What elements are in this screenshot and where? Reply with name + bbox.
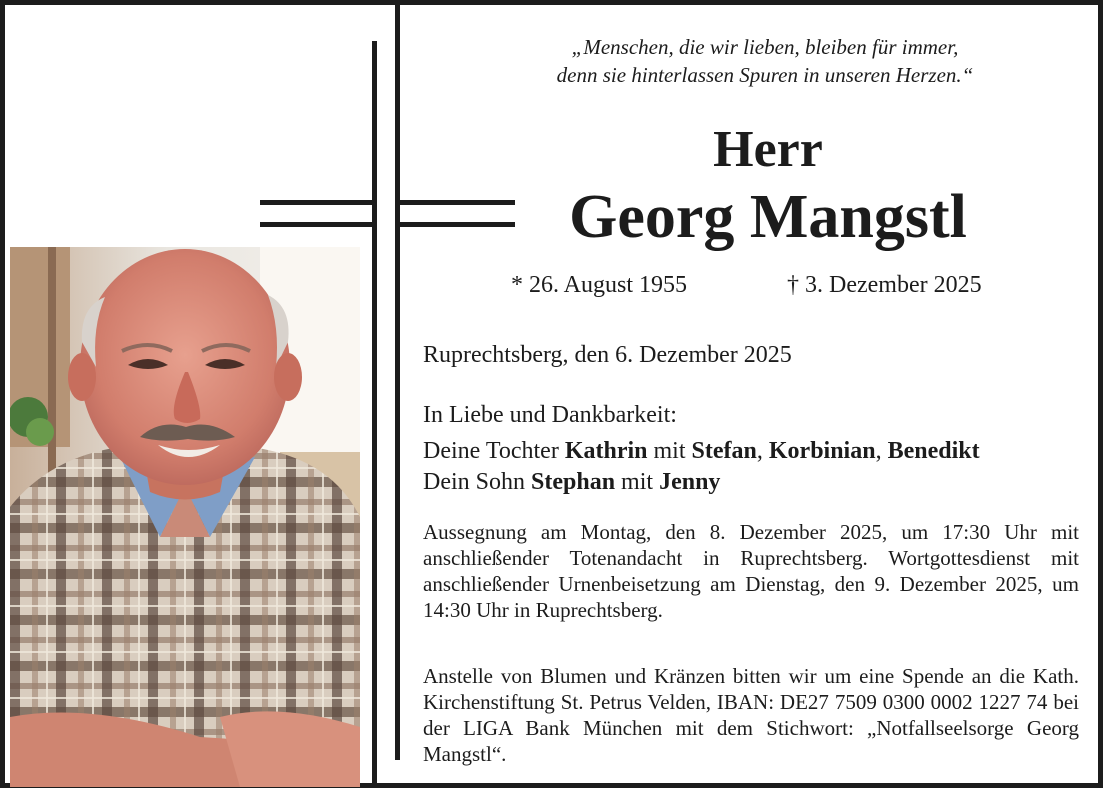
family-line-1-sep-2: ,: [875, 438, 888, 464]
family-line-1-sep-1: ,: [756, 438, 769, 464]
quote: [425, 33, 1103, 89]
cross-vertical-right-line: [395, 5, 400, 760]
cross-vertical-left-line: [372, 41, 377, 788]
family-line-son: [423, 466, 720, 498]
portrait-photo: [10, 247, 360, 787]
family-line-1-mid: mit: [647, 438, 692, 464]
place-and-date: Ruprechtsberg, den 6. Dezember 2025: [423, 342, 792, 368]
family-line-daughter: [423, 435, 980, 467]
family-intro: In Liebe und Dankbarkeit:: [423, 402, 677, 428]
family-line-1-prefix: Deine Tochter: [423, 438, 565, 464]
quote-line-1: „Menschen, die wir lieben, bleiben für immer,: [571, 35, 959, 59]
quote-line-2: denn sie hinterlassen Spuren in unseren Herzen.“: [556, 63, 974, 87]
family-line-2-prefix: Dein Sohn: [423, 469, 531, 495]
family-line-2-mid: mit: [615, 469, 660, 495]
family-name-stephan: Stephan: [531, 469, 616, 495]
family-name-kathrin: Kathrin: [564, 438, 648, 464]
cross-arm-left-bottom-line: [260, 222, 377, 227]
family-name-stefan: Stefan: [691, 438, 757, 464]
donation-request: Anstelle von Blumen und Kränzen bitten wir um eine Spende an die Kath. Kirchenstiftung St. Petrus Velden, IBAN: DE27 7509 0300 0002 1227 74 bei der LIGA Bank München mit dem Stichwort: „Notfallseelsorge Georg Mangstl“.: [423, 664, 1079, 766]
family-name-korbinian: Korbinian: [768, 438, 876, 464]
family-name-benedikt: Benedikt: [887, 438, 980, 464]
death-date: † 3. Dezember 2025: [787, 272, 982, 298]
honorific: Herr: [713, 121, 823, 178]
cross-arm-left-top-line: [260, 200, 377, 205]
deceased-name: Georg Mangstl: [569, 183, 967, 251]
service-details: Aussegnung am Montag, den 8. Dezember 2025, um 17:30 Uhr mit anschließender Totenandacht in Ruprechtsberg. Wortgottesdienst mit anschließender Urnenbeisetzung am Dienstag, den 9. Dezember 2025, um 14:30 Uhr in Ruprechtsberg.: [423, 520, 1079, 622]
family-name-jenny: Jenny: [659, 469, 721, 495]
birth-date: * 26. August 1955: [511, 272, 688, 298]
